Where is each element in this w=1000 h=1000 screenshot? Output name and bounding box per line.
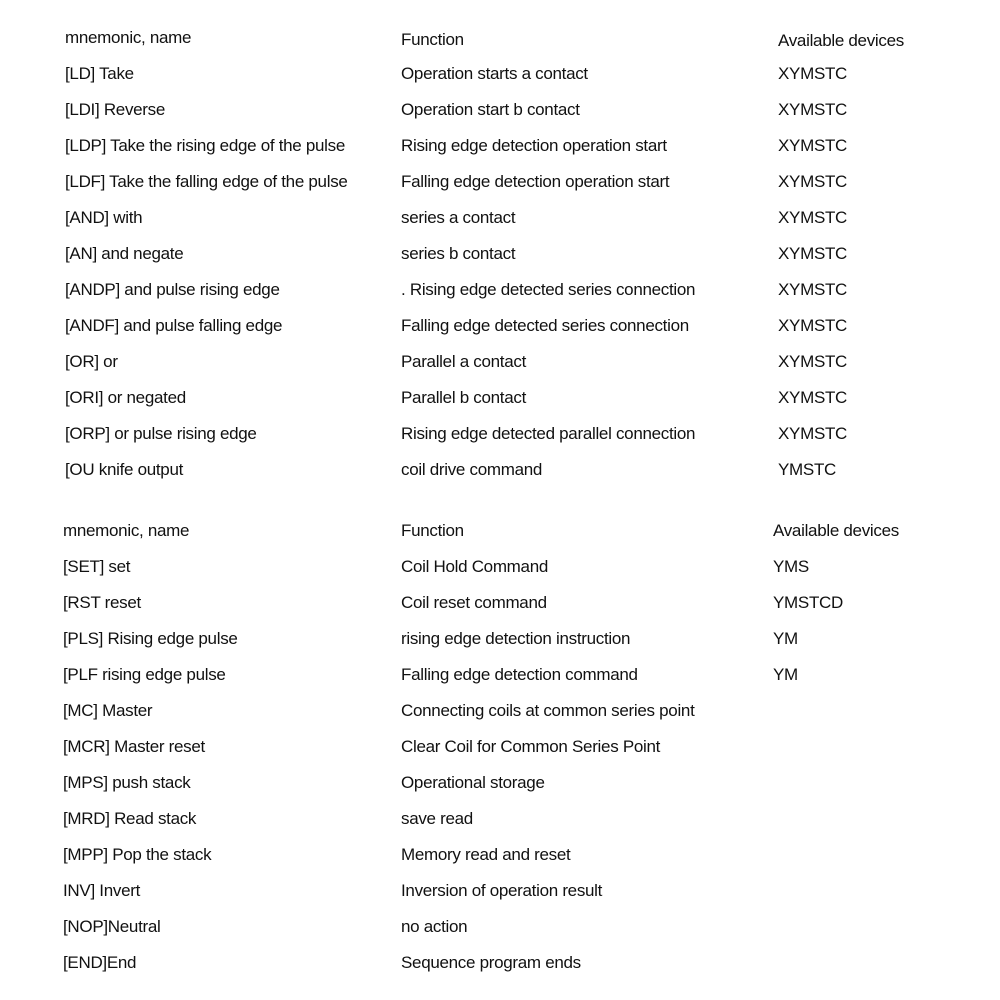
mnemonic-name: [LDP] Take the rising edge of the pulse <box>65 136 346 155</box>
table-row <box>0 351 1000 387</box>
table-row <box>0 423 1000 459</box>
table-row <box>0 664 1000 700</box>
function: . Rising edge detected series connection <box>401 280 696 299</box>
table-row <box>0 736 1000 772</box>
available-devices: XYMSTC <box>778 208 848 227</box>
available-devices: XYMSTC <box>778 100 848 119</box>
header-function: Function <box>401 30 464 49</box>
function: Operational storage <box>401 773 545 792</box>
table-row <box>0 952 1000 988</box>
mnemonic-name: [OU knife output <box>65 460 184 479</box>
mnemonic-name: [LDF] Take the falling edge of the pulse <box>65 172 348 191</box>
header-available-devices: Available devices <box>773 521 899 540</box>
table-row <box>0 207 1000 243</box>
header-mnemonic-name: mnemonic, name <box>65 28 192 47</box>
available-devices: YMS <box>773 557 809 576</box>
available-devices: YM <box>773 665 798 684</box>
table-row <box>0 880 1000 916</box>
mnemonic-name: [MRD] Read stack <box>63 809 197 828</box>
function: series a contact <box>401 208 516 227</box>
mnemonic-name: [PLF rising edge pulse <box>63 665 226 684</box>
table-header-row <box>0 27 1000 63</box>
function: Operation starts a contact <box>401 64 588 83</box>
available-devices: XYMSTC <box>778 280 848 299</box>
mnemonic-name: [PLS] Rising edge pulse <box>63 629 238 648</box>
available-devices: XYMSTC <box>778 172 848 191</box>
header-mnemonic-name: mnemonic, name <box>63 521 190 540</box>
mnemonic-name: [ANDF] and pulse falling edge <box>65 316 283 335</box>
function: Connecting coils at common series point <box>401 701 695 720</box>
available-devices: XYMSTC <box>778 424 848 443</box>
available-devices: YM <box>773 629 798 648</box>
table-row <box>0 556 1000 592</box>
table-row <box>0 808 1000 844</box>
function: Falling edge detection command <box>401 665 638 684</box>
mnemonic-name: [ANDP] and pulse rising edge <box>65 280 280 299</box>
table-row <box>0 243 1000 279</box>
mnemonic-name: [MC] Master <box>63 701 153 720</box>
table-row <box>0 387 1000 423</box>
table-row <box>0 315 1000 351</box>
table-row <box>0 459 1000 495</box>
table-row <box>0 135 1000 171</box>
function: Parallel b contact <box>401 388 527 407</box>
mnemonic-name: [SET] set <box>63 557 131 576</box>
mnemonic-name: [MPP] Pop the stack <box>63 845 212 864</box>
mnemonic-name: [OR] or <box>65 352 118 371</box>
table-row <box>0 63 1000 99</box>
mnemonic-name: [MCR] Master reset <box>63 737 205 756</box>
available-devices: XYMSTC <box>778 316 848 335</box>
table-row <box>0 916 1000 952</box>
function: Falling edge detected series connection <box>401 316 689 335</box>
function: Inversion of operation result <box>401 881 603 900</box>
available-devices: YMSTC <box>778 460 837 479</box>
available-devices: XYMSTC <box>778 64 848 83</box>
mnemonic-name: [NOP]Neutral <box>63 917 161 936</box>
mnemonic-name: INV] Invert <box>63 881 141 900</box>
function: series b contact <box>401 244 516 263</box>
table-header-row <box>0 520 1000 556</box>
table-row <box>0 279 1000 315</box>
table-row <box>0 592 1000 628</box>
mnemonic-name: [AN] and negate <box>65 244 184 263</box>
mnemonic-name: [LD] Take <box>65 64 134 83</box>
mnemonic-name: [AND] with <box>65 208 143 227</box>
header-function: Function <box>401 521 464 540</box>
mnemonic-name: [ORI] or negated <box>65 388 186 407</box>
available-devices: XYMSTC <box>778 136 848 155</box>
header-available-devices: Available devices <box>778 31 904 50</box>
function: no action <box>401 917 468 936</box>
function: Falling edge detection operation start <box>401 172 670 191</box>
mnemonic-name: [MPS] push stack <box>63 773 191 792</box>
function: Rising edge detected parallel connection <box>401 424 696 443</box>
table-row <box>0 99 1000 135</box>
function: Coil Hold Command <box>401 557 549 576</box>
available-devices: XYMSTC <box>778 352 848 371</box>
mnemonic-name: [RST reset <box>63 593 141 612</box>
function: coil drive command <box>401 460 543 479</box>
table-row <box>0 844 1000 880</box>
function: save read <box>401 809 473 828</box>
available-devices: YMSTCD <box>773 593 843 612</box>
table-row <box>0 772 1000 808</box>
function: Parallel a contact <box>401 352 527 371</box>
table-row <box>0 171 1000 207</box>
function: rising edge detection instruction <box>401 629 631 648</box>
available-devices: XYMSTC <box>778 388 848 407</box>
mnemonic-name: [END]End <box>63 953 137 972</box>
available-devices: XYMSTC <box>778 244 848 263</box>
function: Operation start b contact <box>401 100 580 119</box>
function: Coil reset command <box>401 593 547 612</box>
mnemonic-name: [ORP] or pulse rising edge <box>65 424 257 443</box>
table-row <box>0 628 1000 664</box>
function: Sequence program ends <box>401 953 581 972</box>
mnemonic-name: [LDI] Reverse <box>65 100 166 119</box>
function: Memory read and reset <box>401 845 571 864</box>
table-row <box>0 700 1000 736</box>
function: Clear Coil for Common Series Point <box>401 737 661 756</box>
function: Rising edge detection operation start <box>401 136 667 155</box>
